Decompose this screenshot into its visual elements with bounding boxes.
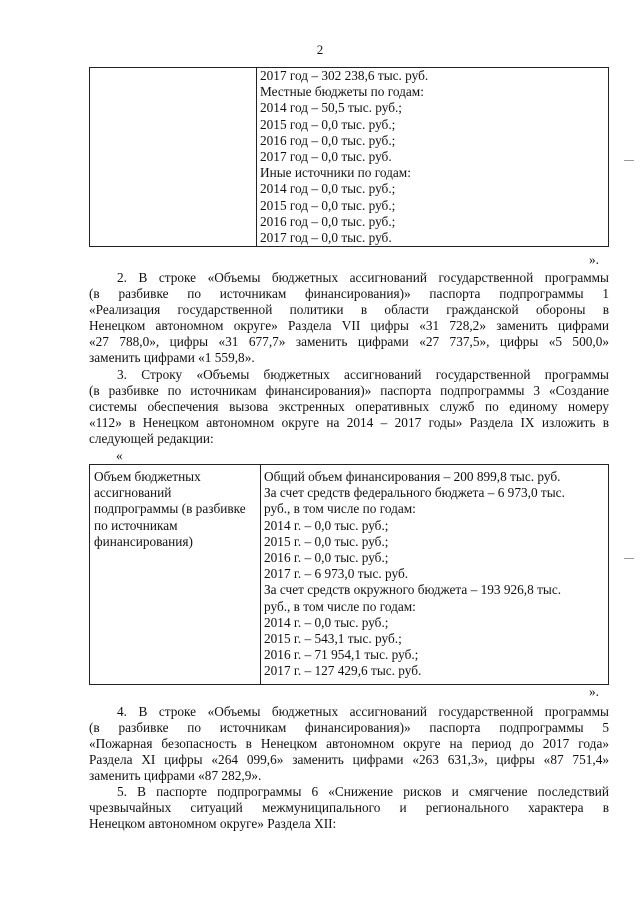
table1-right-cell [257, 68, 609, 247]
table2-line: 2017 г. – 127 429,6 тыс. руб. [264, 663, 422, 679]
table2-open-quote: « [116, 448, 123, 463]
paragraph-line: «Реализация государственной политики в области гражданской обороны в [89, 302, 609, 318]
table2-label: Объем бюджетных ассигнований подпрограммы (в разбивке по источникам финансирования) [94, 469, 246, 549]
paragraph-line: (в разбивке по источникам финансирования)» паспорта подпрограммы 3 «Создание [89, 383, 609, 399]
scan-margin-mark [624, 160, 634, 161]
paragraph-line: Ненецком автономном округе» Раздела VII цифры «31 728,2» заменить цифрами [89, 318, 609, 334]
table2-line: 2015 г. – 0,0 тыс. руб.; [264, 533, 389, 549]
table1-close-quote: ». [589, 252, 599, 267]
table2-close-quote: ». [589, 684, 599, 699]
paragraph-line: 2. В строке «Объемы бюджетных ассигнований государственной программы [117, 270, 609, 285]
table2-label-cell [90, 465, 261, 685]
paragraph-line: Раздела XI цифры «264 099,6» заменить цифрами «263 631,3», цифры «87 751,4» [89, 752, 609, 768]
paragraph-line: 5. В паспорте подпрограммы 6 «Снижение рисков и смягчение последствий [117, 784, 609, 799]
paragraph-3 [89, 367, 609, 447]
table1-line: 2017 год – 0,0 тыс. руб. [260, 149, 392, 165]
table1-line: 2017 год – 0,0 тыс. руб. [260, 230, 392, 246]
table1-line: 2014 год – 50,5 тыс. руб.; [260, 100, 402, 116]
table2-line: 2016 г. – 71 954,1 тыс. руб.; [264, 647, 419, 663]
paragraph-4 [89, 704, 609, 784]
table1-line: 2015 год – 0,0 тыс. руб.; [260, 197, 396, 213]
table1-line: Местные бюджеты по годам: [260, 84, 424, 100]
paragraph-line: «Пожарная безопасность в Ненецком автономном округе на период до 2017 года» [89, 736, 609, 752]
table1-line: 2017 год – 302 238,6 тыс. руб. [260, 68, 429, 83]
paragraph-line: «112» в Ненецком автономном округе на 2014 – 2017 годы» Раздела IX изложить в [89, 415, 609, 431]
table2-line: Общий объем финансирования – 200 899,8 тыс. руб. [264, 469, 561, 484]
paragraph-line: «27 788,0», цифры «31 677,7» заменить цифрами «27 737,5», цифры «5 500,0» [89, 334, 609, 350]
paragraph-line: заменить цифрами «87 282,9». [89, 768, 262, 784]
page-number: 2 [316, 42, 324, 57]
table2-line: За счет средств окружного бюджета – 193 926,8 тыс. [264, 582, 562, 598]
paragraph-line: 3. Строку «Объемы бюджетных ассигнований государственной программы [117, 367, 609, 382]
paragraph-line: 4. В строке «Объемы бюджетных ассигнований государственной программы [117, 704, 609, 719]
table2-line: 2016 г. – 0,0 тыс. руб.; [264, 550, 389, 566]
table1-line: 2015 год – 0,0 тыс. руб.; [260, 116, 396, 132]
budget-allocation-table [89, 464, 609, 685]
table2-line: руб., в том числе по годам: [264, 598, 416, 614]
table1-line: 2014 год – 0,0 тыс. руб.; [260, 181, 396, 197]
paragraph-line: системы обеспечения вызова экстренных оперативных служб по единому номеру [89, 399, 609, 415]
table2-line: За счет средств федерального бюджета – 6 973,0 тыс. [264, 485, 565, 501]
table2-line: 2015 г. – 543,1 тыс. руб.; [264, 631, 402, 647]
table2-line: 2014 г. – 0,0 тыс. руб.; [264, 614, 389, 630]
funding-table-continuation [89, 67, 609, 247]
paragraph-line: следующей редакции: [89, 431, 214, 447]
paragraph-line: (в разбивке по источникам финансирования)» паспорта подпрограммы 5 [89, 720, 609, 736]
table2-value-cell [261, 465, 609, 685]
paragraph-line: заменить цифрами «1 559,8». [89, 350, 255, 366]
paragraph-5 [89, 784, 609, 832]
table1-line: Иные источники по годам: [260, 165, 411, 181]
paragraph-line: (в разбивке по источникам финансирования)» паспорта подпрограммы 1 [89, 286, 609, 302]
paragraph-line: чрезвычайных ситуаций межмуниципального и регионального характера в [89, 800, 609, 816]
table1-line: 2016 год – 0,0 тыс. руб.; [260, 213, 396, 229]
table2-line: 2014 г. – 0,0 тыс. руб.; [264, 517, 389, 533]
table2-line: руб., в том числе по годам: [264, 501, 416, 517]
table1-left-cell [90, 68, 257, 247]
table1-line: 2016 год – 0,0 тыс. руб.; [260, 132, 396, 148]
table2-line: 2017 г. – 6 973,0 тыс. руб. [264, 566, 409, 582]
paragraph-line: Ненецком автономном округе» Раздела XII: [89, 816, 337, 832]
scan-margin-mark [624, 558, 634, 559]
paragraph-2 [89, 270, 609, 367]
